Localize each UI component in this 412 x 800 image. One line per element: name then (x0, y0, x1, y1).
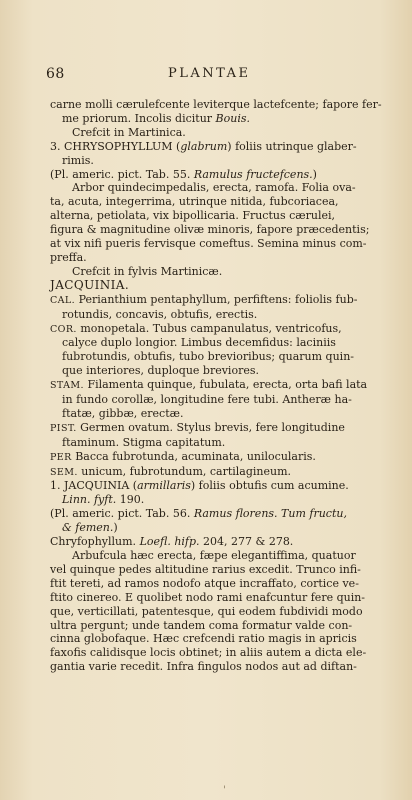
text-line: cinna globofaque. Hæc crefcendi ratio magis in apricis (50, 632, 357, 646)
text-line: faxofis calidisque locis obtinet; in aliis autem a dicta ele- (50, 646, 367, 660)
page-header (0, 66, 412, 86)
text-line: & femen.) (62, 521, 118, 535)
text-line: que interiores, duploque breviores. (62, 364, 259, 378)
character-line: COR. monopetala. Tubus campanulatus, ventricofus, (50, 321, 342, 335)
reference-line: Chryfophyllum. Loefl. hifp. 204, 277 & 278. (50, 535, 294, 549)
text-line: alterna, petiolata, vix bipollicaria. Fructus cærulei, (50, 209, 335, 223)
text-line: rimis. (62, 153, 94, 167)
text-line: ftaminum. Stigma capitatum. (62, 435, 226, 449)
text-line: ftit tereti, ad ramos nodofo atque incraffato, cortice ve- (50, 576, 359, 590)
page-number: 68 (46, 66, 65, 82)
reference-line: (Pl. americ. pict. Tab. 55. Ramulus fructefcens.) (50, 167, 317, 181)
text-line: calyce duplo longior. Limbus decemfidus: laciniis (62, 336, 336, 350)
species-heading: 1. JACQUINIA (armillaris) foliis obtufis cum acumine. (50, 479, 349, 493)
text-line: fubrotundis, obtufis, tubo brevioribus; quarum quin- (62, 350, 354, 364)
page-text (50, 98, 400, 674)
reference-line: (Pl. americ. pict. Tab. 56. Ramus florens. Tum fructu, (50, 507, 347, 521)
text-line: ftatæ, gibbæ, erectæ. (62, 406, 184, 420)
character-line: PIST. Germen ovatum. Stylus brevis, fere longitudine (50, 420, 345, 434)
text-line: Linn. fyft. 190. (62, 493, 145, 507)
running-head: PLANTAE (168, 66, 251, 81)
text-line: ultra pergunt; unde tandem coma formatur valde con- (50, 618, 353, 632)
text-line: que, verticillati, patentesque, qui eodem fubdividi modo (50, 604, 363, 618)
text-line: Crefcit in Martinica. (72, 125, 186, 139)
text-line: Arbufcula hæc erecta, fæpe elegantiffima, quatuor (72, 549, 356, 562)
character-line: STAM. Filamenta quinque, fubulata, erecta, orta bafi lata (50, 378, 368, 392)
character-line: CAL. Perianthium pentaphyllum, perfiftens: foliolis fub- (50, 292, 358, 306)
footer-mark: ' (223, 785, 226, 796)
text-line: rotundis, concavis, obtufis, erectis. (62, 307, 258, 321)
text-line: gantia varie recedit. Infra fingulos nodos aut ad diftan- (50, 660, 357, 674)
text-line: ftito cinereo. E quolibet nodo rami enafcuntur fere quin- (50, 590, 366, 604)
text-line: Crefcit in fylvis Martinicæ. (72, 264, 223, 278)
text-line: me priorum. Incolis dicitur Bouis. (62, 111, 250, 125)
text-line: carne molli cærulefcente leviterque lactefcente; fapore fer- (50, 98, 382, 111)
text-line: in fundo corollæ, longitudine fere tubi. Antheræ ha- (62, 393, 352, 407)
genus-heading: JACQUINIA. (50, 277, 130, 292)
species-heading: 3. CHRYSOPHYLLUM (glabrum) foliis utrinque glaber- (50, 139, 357, 153)
text-line: figura & magnitudine olivæ minoris, fapore præcedentis; (50, 223, 370, 237)
text-line: preffa. (50, 250, 87, 264)
character-line: PER Bacca fubrotunda, acuminata, unilocularis. (50, 449, 316, 463)
text-line: vel quinque pedes altitudine rarius excedit. Trunco infi- (50, 562, 361, 576)
text-line: Arbor quindecimpedalis, erecta, ramofa. Folia ova- (72, 181, 356, 195)
character-line: SEM. unicum, fubrotundum, cartilagineum. (50, 464, 292, 478)
text-line: at vix nifi pueris fervisque comeftus. Semina minus com- (50, 237, 367, 251)
text-line: ta, acuta, integerrima, utrinque nitida, fubcoriacea, (50, 195, 339, 209)
